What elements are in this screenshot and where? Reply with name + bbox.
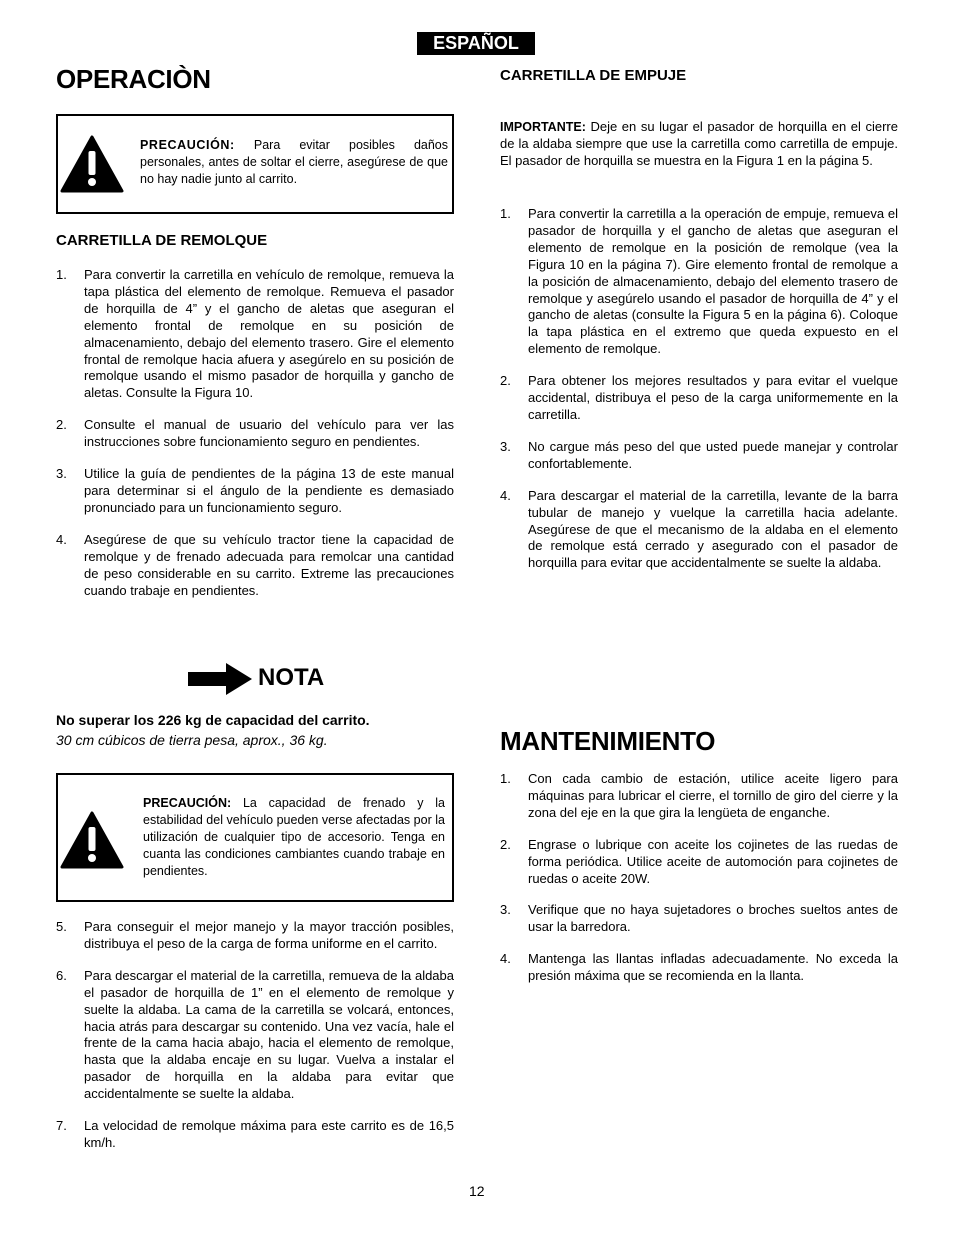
note-weight: 30 cm cúbicos de tierra pesa, aprox., 36 kg.	[56, 732, 328, 748]
list-item: 3. No cargue más peso del que usted puede manejar y controlar confortablemente.	[500, 438, 898, 471]
list-item: 1. Para convertir la carretilla a la operación de empuje, remueva el pasador de horquilla y el gancho de aletas que aseguran el elemento de remolque en la posición de remolque (vea la Figura 10 en la página 7). Gire elemento frontal de remolque a la posición de almacenamiento, debajo del elemento trasero de remolque y asegúrelo usando el pasador de horquilla de 4” y el gancho de aletas (consulte la Figura 5 en la página 6). Coloque la tapa plástica en el extremo que queda expuesto en el elemento de remolque.	[500, 206, 898, 357]
caution-text-1	[140, 137, 448, 188]
list-item: 4. Para descargar el material de la carretilla, levante de la barra tubular de manejo y vuelque la carretilla hacia adelante. Asegúrese de que el mecanismo de la aldaba en el elemento de remolque está cerrado y asegurado con el pasador de horquilla para evitar que accidentalmente se suelte la aldaba.	[500, 487, 898, 571]
caution-body-2: La capacidad de frenado y la estabilidad del vehículo pueden verse afectadas por la utilización de cualquier tipo de accesorio. Tenga en cuanta las condiciones cambiantes cuando trabaje en pendientes.	[143, 796, 445, 878]
language-tab: ESPAÑOL	[417, 32, 535, 55]
list-item: 7. La velocidad de remolque máxima para este carrito es de 16,5 km/h.	[56, 1118, 454, 1150]
list-item: 1. Con cada cambio de estación, utilice aceite ligero para máquinas para lubricar el cierre, el tornillo de giro del cierre y la zona del eje en la que gira la lengüeta de enganche.	[500, 771, 898, 820]
list-item: 5. Para conseguir el mejor manejo y la mayor tracción posibles, distribuya el peso de la carga de forma uniforme en el carrito.	[56, 919, 454, 951]
push-heading: CARRETILLA DE EMPUJE	[500, 67, 687, 84]
section-title-operacion: OPERACIÒN	[56, 64, 211, 94]
list-item: 4. Asegúrese de que su vehículo tractor tiene la capacidad de remolque y de frenado adecuada para remolcar una cantidad de peso considerable en su carrito. Extreme las precauciones cuando trabaje en pendientes.	[56, 531, 454, 598]
list-item: 1. Para convertir la carretilla en vehículo de remolque, remueva la tapa plástica del elemento de remolque. Remueva el pasador de horquilla de 4” y el gancho de aletas que aseguran el elemento frontal de remolque en su posición de almacenamiento, debajo del elemento trasero. Gire el elemento frontal de remolque hacia afuera y asegúrelo en su posición de remolque usando el mismo pasador de horquilla y gancho de aletas. Consulte la Figura 10.	[56, 267, 454, 401]
caution-box-2	[56, 773, 454, 902]
page-number: 12	[469, 1183, 485, 1199]
list-item: 2. Para obtener los mejores resultados y para evitar el vuelque accidental, distribuya el peso de la carga uniformemente en la carretilla.	[500, 373, 898, 422]
warning-triangle-icon	[60, 811, 124, 869]
warning-triangle-icon	[60, 135, 124, 193]
list-item: 3. Verifique que no haya sujetadores o broches sueltos antes de usar la barredora.	[500, 902, 898, 935]
important-label: IMPORTANTE:	[500, 120, 586, 134]
tow-list-continued	[56, 919, 454, 1152]
caution-body-1: Para evitar posibles daños personales, antes de soltar el cierre, asegúrese de que no hay nadie junto al carrito.	[140, 138, 448, 186]
caution-text-2	[143, 795, 445, 880]
list-item: 2. Consulte el manual de usuario del vehículo para ver las instrucciones sobre funcionamiento seguro en pendientes.	[56, 417, 454, 450]
section-title-mantenimiento: MANTENIMIENTO	[500, 726, 716, 756]
important-text: Deje en su lugar el pasador de horquilla en el cierre de la aldaba siempre que use la carretilla como carretilla de empuje. El pasador de horquilla se muestra en la Figura 1 en la página 5.	[500, 119, 898, 168]
note-capacity: No superar los 226 kg de capacidad del carrito.	[56, 712, 370, 728]
list-item: 3. Utilice la guía de pendientes de la página 13 de este manual para determinar si el ángulo de la pendiente es demasiado pronunciado para un funcionamiento seguro.	[56, 466, 454, 515]
list-item: 6. Para descargar el material de la carretilla, remueva de la aldaba el pasador de horquilla de 1” en el elemento de remolque y suelte la aldaba. La cama de la carretilla se volcará, entonces, hacia atrás para descargar su contenido. Una vez vacía, hale el frente de la cama hacia abajo, hacia el elemento de remolque, hasta que la aldaba encaje en su lugar. Vuelva a instalar el pasador de horquilla en la aldaba para evitar que accidentalmente se suelte la aldaba.	[56, 967, 454, 1102]
caution-label-2: PRECAUCIÓN:	[143, 796, 232, 810]
right-arrow-icon	[186, 661, 254, 697]
list-item: 4. Mantenga las llantas infladas adecuadamente. No exceda la presión máxima que se recomienda en la llanta.	[500, 951, 898, 984]
caution-label-1: PRECAUCIÓN:	[140, 138, 235, 152]
caution-box-1	[56, 114, 454, 214]
note-title: NOTA	[258, 664, 325, 691]
important-note	[500, 119, 898, 170]
list-item: 2. Engrase o lubrique con aceite los cojinetes de las ruedas de forma periódica. Utilice aceite de automoción para cojinetes de ruedas o aceite 20W.	[500, 836, 898, 886]
tow-heading: CARRETILLA DE REMOLQUE	[56, 232, 268, 249]
tow-list	[56, 267, 454, 599]
maintenance-list	[500, 771, 898, 985]
push-list	[500, 206, 898, 572]
